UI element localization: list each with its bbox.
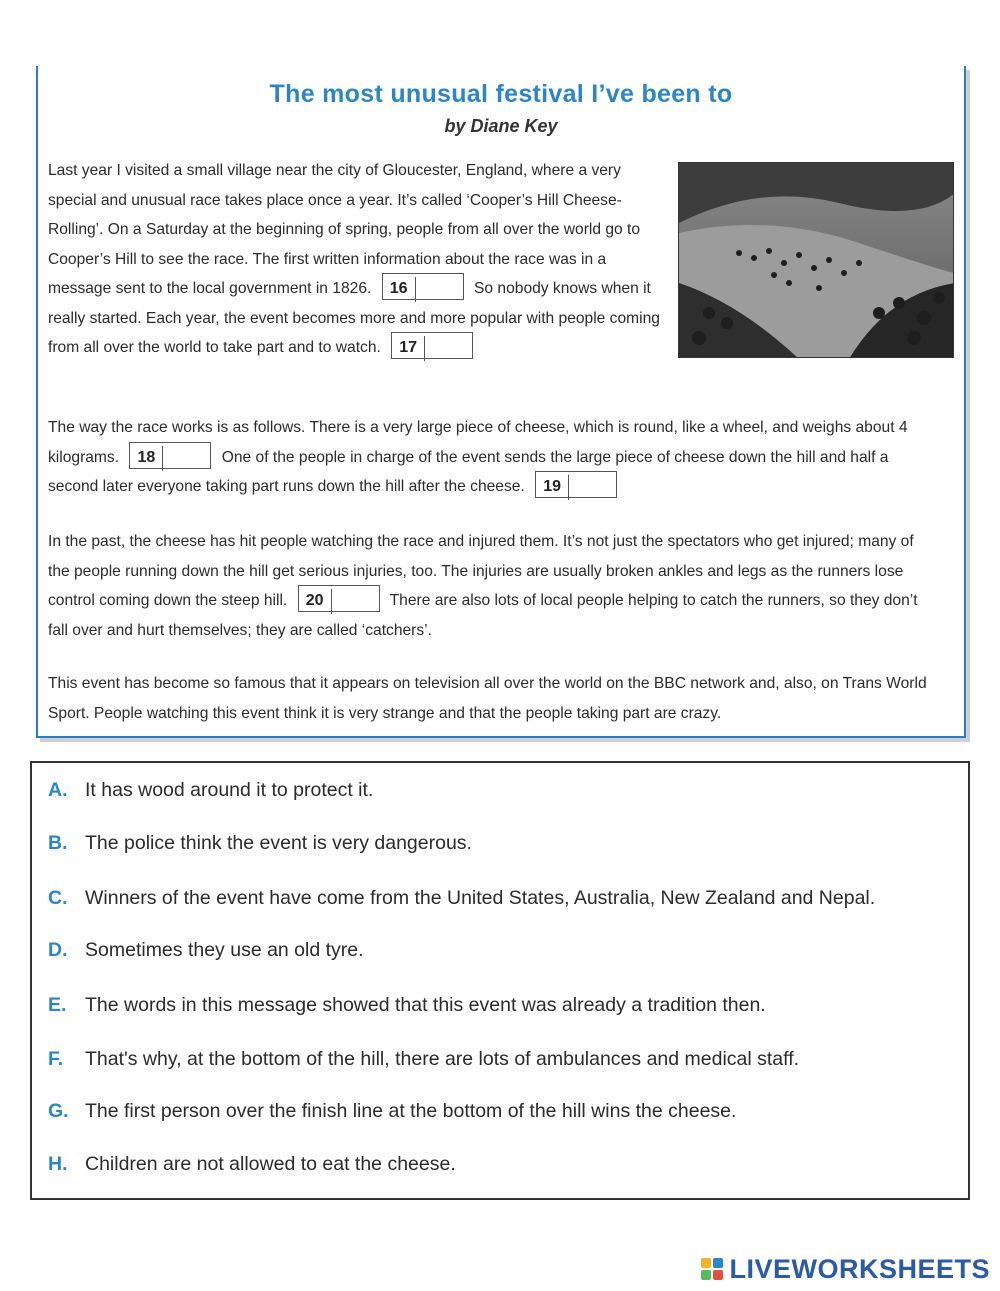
option-text: The police think the event is very dangerous. [85, 832, 472, 854]
option-text: The first person over the finish line at the bottom of the hill wins the cheese. [85, 1100, 737, 1122]
gap-18-number: 18 [130, 446, 163, 471]
paragraph-2 [48, 413, 938, 502]
paragraph-2-text-a: The way the race works is as follows. There is a very large piece of cheese, which is round, like a wheel, and weighs about 4 kilograms. [48, 419, 908, 466]
paragraph-3-text-b: There are also lots of local people helping to catch the runners, so they don’t fall over and hurt themselves; they are called ‘catchers’. [48, 592, 918, 639]
gap-19-box[interactable] [535, 471, 617, 498]
options-panel [30, 761, 970, 1200]
paragraph-2-text-b: One of the people in charge of the event sends the large piece of cheese down the hill and half a second later everyone taking part runs down the hill after the cheese. [48, 448, 889, 495]
cheese-rolling-photo [678, 162, 954, 358]
option-b [48, 832, 472, 855]
option-letter: E. [48, 994, 67, 1016]
option-d [48, 939, 364, 962]
gap-20-number: 20 [299, 589, 332, 614]
article-panel [36, 66, 966, 738]
gap-19-number: 19 [536, 475, 569, 500]
paragraph-1-text-a: Last year I visited a small village near the city of Gloucester, England, where a very special and unusual race takes place once a year. It’s called ‘Cooper’s Hill Cheese-Rolling’. On a Saturday at the beginning of spring, people from all over the world go to Cooper’s Hill to see the race. The first written information about the race was in a message sent to the local government in 1826. [48, 162, 641, 297]
option-letter: B. [48, 832, 68, 854]
option-g [48, 1100, 736, 1123]
option-text: It has wood around it to protect it. [85, 779, 374, 801]
option-letter: C. [48, 887, 68, 909]
article-byline: by Diane Key [444, 116, 558, 136]
paragraph-3-text-a: In the past, the cheese has hit people watching the race and injured them. It’s not just the spectators who get injured; many of the people running down the hill get serious injuries, too. The injuries are usually broken ankles and legs as the runners lose control coming down the steep hill. [48, 533, 914, 609]
option-text: That's why, at the bottom of the hill, there are lots of ambulances and medical staff. [85, 1048, 800, 1070]
paragraph-1 [48, 156, 668, 363]
option-text: Winners of the event have come from the United States, Australia, New Zealand and Nepal. [85, 887, 876, 909]
gap-16-number: 16 [383, 277, 416, 302]
gap-17-box[interactable] [391, 332, 473, 359]
paragraph-1-text-b: So nobody knows when it really started. Each year, the event becomes more and more popular with people coming from all over the world to take part and to watch. [48, 280, 660, 356]
logo-blocks-icon [701, 1258, 723, 1280]
paragraph-3 [48, 527, 938, 645]
option-text: Children are not allowed to eat the cheese. [85, 1153, 456, 1175]
option-text: Sometimes they use an old tyre. [85, 939, 364, 961]
option-f [48, 1048, 799, 1071]
option-text: The words in this message showed that this event was already a tradition then. [85, 994, 766, 1016]
gap-20-box[interactable] [298, 585, 380, 612]
option-letter: A. [48, 779, 68, 801]
article-title: The most unusual festival I’ve been to [269, 80, 733, 108]
option-letter: H. [48, 1153, 68, 1175]
gap-16-box[interactable] [382, 273, 464, 300]
gap-17-number: 17 [392, 336, 425, 361]
option-h [48, 1153, 456, 1176]
option-letter: F. [48, 1048, 64, 1070]
paragraph-4: This event has become so famous that it appears on television all over the world on the BBC network and, also, on Trans World Sport. People watching this event think it is very strange and that the people taking part are crazy. [48, 675, 927, 722]
option-a [48, 779, 373, 802]
logo-text: LIVEWORKSHEETS [729, 1253, 990, 1284]
liveworksheets-logo [701, 1254, 990, 1284]
option-e [48, 994, 766, 1017]
gap-18-box[interactable] [129, 442, 211, 469]
option-c [48, 887, 875, 910]
option-letter: G. [48, 1100, 69, 1122]
option-letter: D. [48, 939, 68, 961]
